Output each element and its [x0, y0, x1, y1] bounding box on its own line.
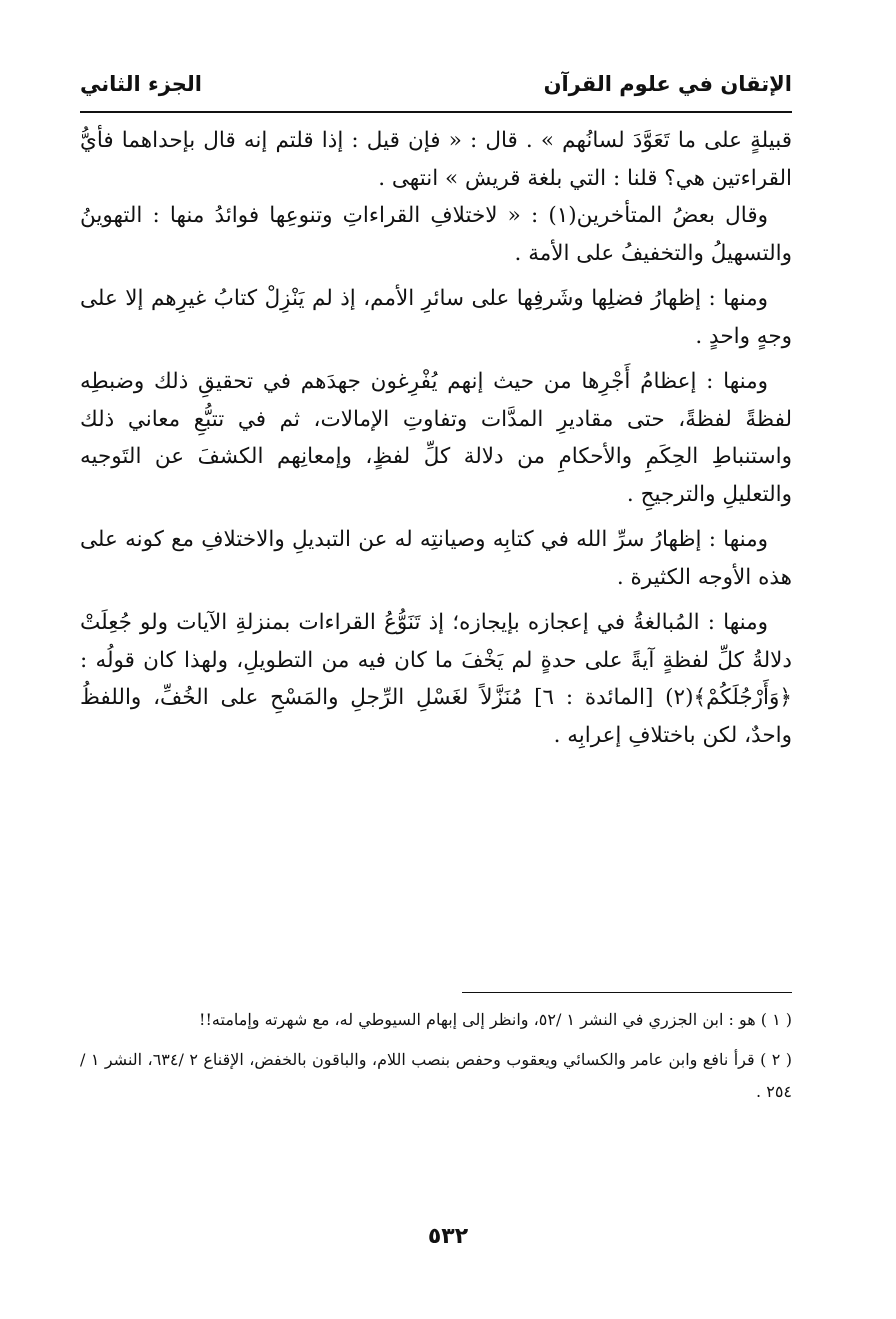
- header-divider: [80, 111, 792, 113]
- paragraph: ومنها : المُبالغةُ في إعجازه بإيجازه؛ إذ تَنَوُّعُ القراءات بمنزلةِ الآيات ولو جُعِلَتْ دلالةُ كلِّ لفظةٍ آيةً على حدةٍ لم يَخْفَ ما كان فيه من التطويلِ، ولهذا كان قولُه : ﴿وَأَرْجُلَكُمْ﴾(٢) [المائدة : ٦] مُنَزَّلاً لغَسْلِ الرِّجلِ والمَسْحِ على الخُفِّ، واللفظُ واحدٌ، لكن باختلافِ إعرابِه .: [80, 610, 792, 748]
- paragraph: ومنها : إظهارُ سرِّ الله في كتابِه وصيانتِه له عن التبديلِ والاختلافِ مع كونه على هذه الأوجه الكثيرة .: [80, 527, 792, 590]
- paragraph: ومنها : إظهارُ فضلِها وشَرفِها على سائرِ الأمم، إذ لم يَنْزِلْ كتابُ غيرِهم إلا على وجهٍ واحدٍ .: [80, 286, 792, 349]
- footnote: ( ٢ ) قرأ نافع وابن عامر والكسائي ويعقوب وحفص بنصب اللام، والباقون بالخفض، الإقناع ٢ /٦٣٤، النشر ١ /٢٥٤ .: [80, 1050, 792, 1101]
- footnote: ( ١ ) هو : ابن الجزري في النشر ١ /٥٢، وانظر إلى إبهام السيوطي له، مع شهرته وإمامته!!: [199, 1010, 792, 1029]
- running-header: [80, 60, 792, 108]
- paragraph: قبيلةٍ على ما تَعَوَّدَ لسانُهم » . قال : « فإن قيل : إذا قلتم إنه قال بإحداهما فأيُّ القراءتين هي؟ قلنا : التي بلغة قريش » انتهى .: [80, 128, 792, 191]
- part-label: الجزء الثاني: [80, 72, 203, 96]
- paragraph: ومنها : إعظامُ أَجْرِها من حيث إنهم يُفْرِغون جهدَهم في تحقيقِ ذلك وضبطِه لفظةً لفظةً، حتى مقاديرِ المدَّات وتفاوتِ الإمالات، ثم في تتبُّعِ معاني ذلك واستنباطِ الحِكَمِ والأحكامِ من دلالة كلِّ لفظٍ، وإمعانِهم الكشفَ عن التَوجيه والتعليلِ والترجيحِ .: [80, 369, 792, 507]
- book-title: الإتقان في علوم القرآن: [543, 72, 792, 96]
- paragraph: وقال بعضُ المتأخرين(١) : « لاختلافِ القراءاتِ وتنوعِها فوائدُ منها : التهوينُ والتسهيلُ والتخفيفُ على الأمة .: [80, 203, 792, 266]
- footnotes: [80, 1004, 792, 1116]
- footnote-divider: [462, 992, 792, 993]
- main-text: [80, 122, 792, 754]
- page-number: ٥٣٢: [427, 1224, 469, 1249]
